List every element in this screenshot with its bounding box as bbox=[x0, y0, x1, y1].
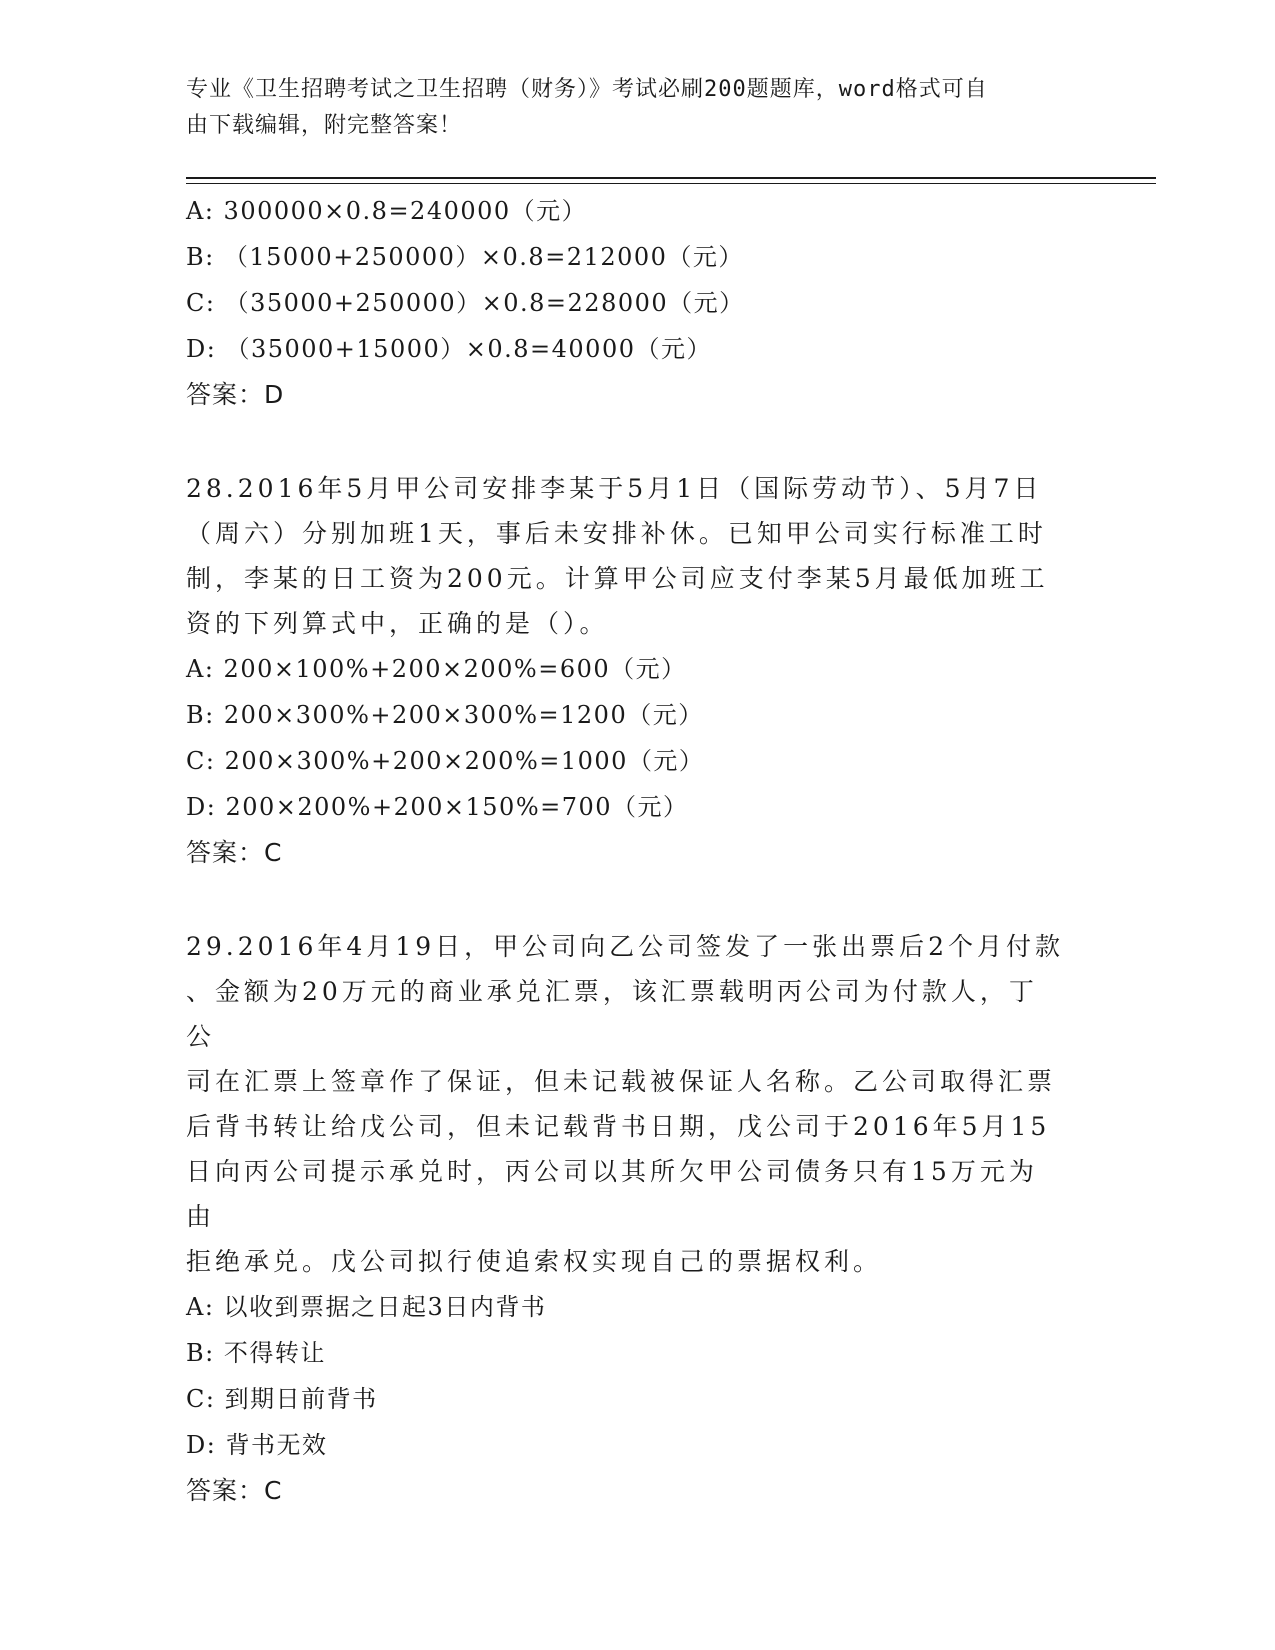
option-c: C: 到期日前背书 bbox=[186, 1385, 378, 1413]
option-c: C: （35000+250000）×0.8=228000（元） bbox=[186, 289, 745, 317]
header-divider-thin bbox=[186, 183, 1156, 184]
question-text bbox=[186, 924, 1066, 1284]
header-divider-thick bbox=[186, 177, 1156, 179]
question-text bbox=[186, 466, 1066, 646]
question-line: 拒绝承兑。戊公司拟行使追索权实现自己的票据权利。 bbox=[186, 1247, 883, 1276]
question-content bbox=[186, 188, 1086, 1514]
header-line-1: 专业《卫生招聘考试之卫生招聘（财务）》考试必刷200题题库，word格式可自 bbox=[186, 77, 988, 102]
header-line-2: 由下载编辑，附完整答案！ bbox=[186, 113, 463, 138]
question-line: 29.2016年4月19日，甲公司向乙公司签发了一张出票后2个月付款 bbox=[186, 932, 1065, 961]
answer: 答案：C bbox=[186, 838, 283, 867]
question-29 bbox=[186, 924, 1086, 1514]
question-line: （周六）分别加班1天，事后未安排补休。已知甲公司实行标准工时 bbox=[186, 519, 1047, 548]
answer: 答案：C bbox=[186, 1476, 283, 1505]
option-d: D: 背书无效 bbox=[186, 1431, 328, 1459]
option-b: B: 200×300%+200×300%=1200（元） bbox=[186, 701, 704, 729]
option-d: D: 200×200%+200×150%=700（元） bbox=[186, 793, 689, 821]
option-c: C: 200×300%+200×200%=1000（元） bbox=[186, 747, 705, 775]
option-a: A: 200×100%+200×200%=600（元） bbox=[186, 655, 687, 683]
question-line: 、金额为20万元的商业承兑汇票，该汇票载明丙公司为付款人，丁公 bbox=[186, 977, 1038, 1051]
option-d: D: （35000+15000）×0.8=40000（元） bbox=[186, 335, 712, 363]
option-b: B: 不得转让 bbox=[186, 1339, 326, 1367]
question-27-tail bbox=[186, 188, 1086, 418]
answer: 答案：D bbox=[186, 380, 285, 409]
question-line: 资的下列算式中，正确的是（）。 bbox=[186, 609, 609, 638]
question-line: 28.2016年5月甲公司安排李某于5月1日（国际劳动节）、5月7日 bbox=[186, 474, 1043, 503]
question-line: 日向丙公司提示承兑时，丙公司以其所欠甲公司债务只有15万元为由 bbox=[186, 1157, 1038, 1231]
option-a: A: 以收到票据之日起3日内背书 bbox=[186, 1293, 547, 1321]
document-header bbox=[186, 72, 1086, 144]
question-line: 后背书转让给戊公司，但未记载背书日期，戊公司于2016年5月15 bbox=[186, 1112, 1051, 1141]
question-28 bbox=[186, 466, 1086, 876]
question-line: 制，李某的日工资为200元。计算甲公司应支付李某5月最低加班工 bbox=[186, 564, 1049, 593]
question-line: 司在汇票上签章作了保证，但未记载被保证人名称。乙公司取得汇票 bbox=[186, 1067, 1057, 1096]
option-a: A: 300000×0.8=240000（元） bbox=[186, 197, 588, 225]
option-b: B: （15000+250000）×0.8=212000（元） bbox=[186, 243, 744, 271]
